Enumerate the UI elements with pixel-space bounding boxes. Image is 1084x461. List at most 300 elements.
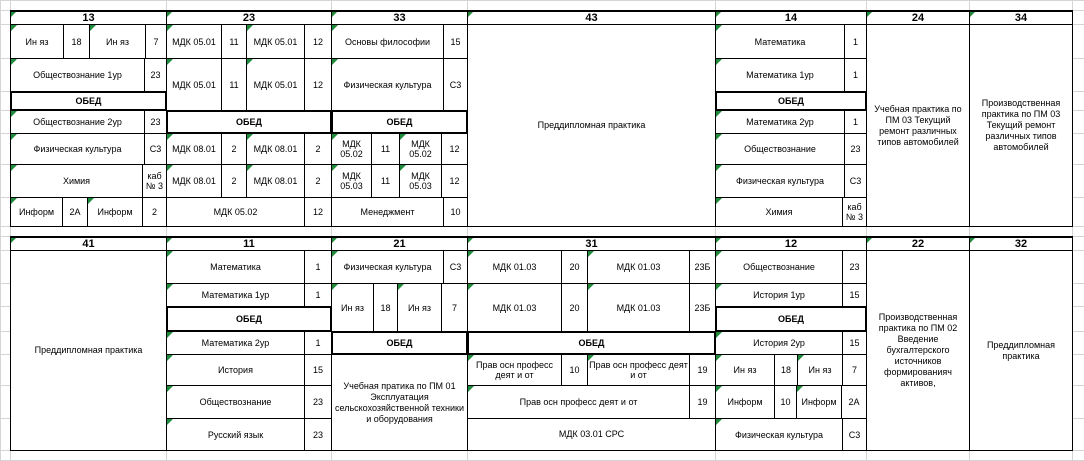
g31-r2-a-room-text: 20 bbox=[569, 302, 580, 313]
g21-practice[interactable] bbox=[332, 355, 467, 450]
border-line bbox=[797, 354, 798, 386]
g12-r4-a[interactable] bbox=[716, 355, 774, 385]
border-line bbox=[715, 250, 867, 251]
g31-r1-b[interactable] bbox=[588, 251, 689, 283]
g23-r1-a-text: МДК 05.01 bbox=[172, 36, 216, 47]
border-line bbox=[166, 226, 332, 227]
border-line bbox=[443, 197, 444, 227]
g23-r6-room[interactable] bbox=[305, 198, 331, 226]
g23-r6[interactable] bbox=[167, 198, 304, 226]
border-line bbox=[467, 418, 468, 451]
group-header-13[interactable] bbox=[11, 11, 166, 24]
g11-r1-room[interactable] bbox=[305, 251, 331, 283]
comment-marker-icon bbox=[716, 386, 722, 392]
border-line bbox=[715, 58, 716, 92]
comment-marker-icon bbox=[167, 355, 173, 361]
g21-r2-a[interactable] bbox=[332, 284, 373, 331]
g31-r4-b-room-text: 19 bbox=[697, 365, 708, 375]
g33-r5-a[interactable] bbox=[332, 165, 371, 197]
g13-obsh2-room-text: 23 bbox=[150, 117, 161, 127]
g11-r3-room[interactable] bbox=[305, 332, 331, 354]
group-header-11[interactable] bbox=[167, 237, 331, 250]
comment-marker-icon bbox=[716, 165, 722, 171]
border-line bbox=[715, 418, 716, 451]
group-header-34[interactable] bbox=[970, 11, 1072, 24]
g33-r1-room-text: 15 bbox=[450, 36, 461, 47]
g13-obsh2-text: Обществознание 2ур bbox=[33, 117, 122, 127]
g13-inform-b-room-text: 2 bbox=[151, 207, 157, 217]
g12-r5-a-room-text: 10 bbox=[780, 397, 791, 407]
g23-r4-a-room[interactable] bbox=[222, 134, 246, 164]
g13-obsh1[interactable] bbox=[11, 59, 144, 91]
group-header-13-text: 13 bbox=[82, 11, 95, 24]
g23-r5-b-room[interactable] bbox=[305, 165, 331, 197]
g14-r2[interactable] bbox=[716, 59, 844, 91]
border-line bbox=[844, 58, 845, 92]
g21-r2-a-text: Ин яз bbox=[341, 302, 364, 313]
border-line bbox=[62, 197, 63, 227]
g21-r2-b-room[interactable] bbox=[442, 284, 467, 331]
g12-r2-room[interactable] bbox=[843, 284, 866, 306]
g13-him[interactable] bbox=[11, 165, 142, 197]
g31-r4-b[interactable] bbox=[588, 355, 689, 385]
g12-r4-a-room[interactable] bbox=[775, 355, 797, 385]
g34-practice[interactable] bbox=[970, 25, 1072, 226]
g12-r2[interactable] bbox=[716, 284, 842, 306]
g33-r4-b-room[interactable] bbox=[442, 134, 467, 164]
g31-r2-a[interactable] bbox=[468, 284, 561, 331]
g31-r6[interactable] bbox=[468, 419, 715, 450]
g14-r1[interactable] bbox=[716, 25, 844, 58]
g24-practice[interactable] bbox=[867, 25, 969, 226]
border-line bbox=[166, 283, 332, 284]
g22-practice-text: Производственная практика по ПМ 02 Введение бухгалтерского источников формированияч активов, bbox=[878, 312, 958, 388]
border-line bbox=[10, 197, 167, 198]
g31-r1-a-room-text: 20 bbox=[569, 262, 580, 272]
group-header-41[interactable] bbox=[11, 237, 166, 250]
g13-inyaz-b-room[interactable] bbox=[146, 25, 166, 58]
group-header-24[interactable] bbox=[867, 11, 969, 24]
border-line bbox=[166, 250, 167, 284]
comment-marker-icon bbox=[716, 251, 722, 257]
border-line bbox=[467, 385, 716, 386]
g23-r2-a-room[interactable] bbox=[222, 59, 246, 110]
g13-obsh2[interactable] bbox=[11, 111, 144, 133]
border-line bbox=[373, 283, 374, 332]
border-line bbox=[304, 250, 305, 284]
border-line bbox=[166, 24, 332, 25]
group-header-21[interactable] bbox=[332, 237, 467, 250]
g23-r1-a[interactable] bbox=[167, 25, 221, 58]
g33-r4-a-room-text: 11 bbox=[380, 144, 391, 154]
g33-r2-room[interactable] bbox=[444, 59, 467, 110]
g14-r5[interactable] bbox=[716, 165, 844, 197]
g23-r2-b[interactable] bbox=[247, 59, 304, 110]
border-line bbox=[715, 197, 867, 198]
g23-r5-a[interactable] bbox=[167, 165, 221, 197]
g33-obed-text: ОБЕД bbox=[386, 117, 413, 127]
comment-marker-icon bbox=[716, 198, 722, 204]
g11-r2-room[interactable] bbox=[305, 284, 331, 306]
g13-fiz[interactable] bbox=[11, 134, 144, 164]
border-line bbox=[467, 283, 716, 284]
g33-r6-text: Менеджмент bbox=[360, 207, 415, 217]
border-line bbox=[331, 164, 332, 198]
g31-r1-a[interactable] bbox=[468, 251, 561, 283]
g33-r5-a-room-text: 11 bbox=[380, 176, 391, 186]
g12-r3-text: История 2ур bbox=[753, 338, 805, 348]
g13-fiz-room-text: С3 bbox=[149, 144, 162, 154]
g23-r4-b[interactable] bbox=[247, 134, 304, 164]
comment-marker-icon bbox=[167, 386, 173, 392]
border-line bbox=[844, 133, 845, 165]
border-line bbox=[166, 354, 332, 355]
border-line bbox=[397, 283, 398, 332]
g31-r2-a-room[interactable] bbox=[562, 284, 587, 331]
g23-r2-a-room-text: 11 bbox=[229, 79, 239, 90]
g14-r6-room[interactable] bbox=[843, 198, 866, 226]
border-line bbox=[715, 164, 716, 198]
g23-r5-a-room[interactable] bbox=[222, 165, 246, 197]
comment-marker-icon bbox=[11, 165, 17, 171]
border-line bbox=[10, 11, 1073, 12]
comment-marker-icon bbox=[716, 419, 722, 425]
g12-r2-room-text: 15 bbox=[849, 290, 860, 300]
border-line bbox=[10, 250, 167, 251]
g33-r4-b[interactable] bbox=[400, 134, 441, 164]
g14-r4[interactable] bbox=[716, 134, 844, 164]
g13-inyaz-a[interactable] bbox=[11, 25, 63, 58]
border-line bbox=[866, 450, 970, 451]
border-line bbox=[166, 197, 167, 227]
g11-r5[interactable] bbox=[167, 386, 304, 418]
g12-obed-text: ОБЕД bbox=[778, 314, 804, 324]
comment-marker-icon bbox=[716, 25, 722, 31]
border-line bbox=[10, 250, 11, 451]
border-line bbox=[689, 250, 690, 284]
border-line bbox=[866, 250, 867, 451]
g33-r5-b-room[interactable] bbox=[442, 165, 467, 197]
border-line bbox=[166, 24, 167, 59]
g33-r5-a-room[interactable] bbox=[372, 165, 399, 197]
g12-r4-b-text: Ин яз bbox=[808, 365, 832, 375]
g11-r4[interactable] bbox=[167, 355, 304, 385]
border-line bbox=[331, 250, 468, 251]
comment-marker-icon bbox=[716, 59, 722, 65]
border-line bbox=[715, 418, 867, 419]
group-header-43[interactable] bbox=[468, 11, 715, 24]
g11-r2[interactable] bbox=[167, 284, 304, 306]
comment-marker-icon bbox=[167, 25, 173, 31]
border-line bbox=[774, 385, 775, 419]
border-line bbox=[1072, 236, 1073, 251]
g23-r5-b[interactable] bbox=[247, 165, 304, 197]
g14-r4-room[interactable] bbox=[845, 134, 866, 164]
comment-marker-icon bbox=[716, 284, 722, 290]
g33-r1[interactable] bbox=[332, 25, 443, 58]
g33-r6-room[interactable] bbox=[444, 198, 467, 226]
comment-marker-icon bbox=[167, 419, 173, 425]
comment-marker-icon bbox=[11, 198, 17, 204]
g12-r1[interactable] bbox=[716, 251, 842, 283]
g21-r1[interactable] bbox=[332, 251, 443, 283]
g13-obsh1-room[interactable] bbox=[145, 59, 166, 91]
border-line bbox=[89, 24, 90, 59]
g12-r5-a[interactable] bbox=[716, 386, 774, 418]
border-line bbox=[561, 354, 562, 386]
g12-r4-b-room[interactable] bbox=[843, 355, 866, 385]
comment-marker-icon bbox=[90, 25, 96, 31]
g33-r4-a[interactable] bbox=[332, 134, 371, 164]
g11-r6-text: Русский язык bbox=[207, 429, 264, 440]
group-header-31[interactable] bbox=[468, 237, 715, 250]
g33-r4-a-room[interactable] bbox=[372, 134, 399, 164]
g23-r5-a-room-text: 2 bbox=[231, 176, 237, 186]
group-header-32[interactable] bbox=[970, 237, 1072, 250]
g23-r1-a-room[interactable] bbox=[222, 25, 246, 58]
border-line bbox=[246, 164, 247, 198]
g11-r5-room-text: 23 bbox=[312, 397, 323, 407]
g23-r2-b-text: МДК 05.01 bbox=[253, 79, 298, 90]
g11-r1[interactable] bbox=[167, 251, 304, 283]
g13-inyaz-a-room[interactable] bbox=[64, 25, 89, 58]
g14-r3-room[interactable] bbox=[845, 111, 866, 133]
g11-r3[interactable] bbox=[167, 332, 304, 354]
g33-r6[interactable] bbox=[332, 198, 443, 226]
border-line bbox=[467, 385, 468, 419]
g13-obsh2-room[interactable] bbox=[145, 111, 166, 133]
g13-inform-a-room[interactable] bbox=[63, 198, 87, 226]
border-line bbox=[304, 133, 305, 165]
border-line bbox=[166, 10, 167, 25]
comment-marker-icon bbox=[167, 134, 173, 140]
g21-r1-room[interactable] bbox=[444, 251, 467, 283]
g23-r1-b[interactable] bbox=[247, 25, 304, 58]
g14-r6[interactable] bbox=[716, 198, 842, 226]
g11-r6[interactable] bbox=[167, 419, 304, 450]
border-line bbox=[715, 283, 867, 284]
g31-r1-b-room-text: 23Б bbox=[694, 262, 711, 272]
g14-r2-room-text: 1 bbox=[852, 70, 858, 80]
g33-r6-room-text: 10 bbox=[450, 207, 461, 217]
g33-r1-room[interactable] bbox=[444, 25, 467, 58]
g33-r5-b-text: МДК 05.03 bbox=[409, 171, 432, 191]
g23-r4-a-text: МДК 08.01 bbox=[172, 144, 216, 154]
g31-r1-b-room[interactable] bbox=[690, 251, 715, 283]
g21-r1-text: Физическая культура bbox=[343, 262, 432, 272]
g31-r5-room[interactable] bbox=[690, 386, 715, 418]
g31-r1-b-text: МДК 01.03 bbox=[616, 262, 661, 272]
border-line bbox=[561, 250, 562, 284]
comment-marker-icon bbox=[247, 25, 253, 31]
border-line bbox=[331, 58, 332, 111]
comment-marker-icon bbox=[468, 251, 474, 257]
g13-obed-text: ОБЕД bbox=[75, 96, 102, 106]
g13-fiz-room[interactable] bbox=[145, 134, 166, 164]
border-line bbox=[969, 24, 1073, 25]
g14-r2-room[interactable] bbox=[845, 59, 866, 91]
g11-r3-room-text: 1 bbox=[315, 338, 321, 348]
border-line bbox=[467, 24, 468, 227]
g12-r1-room[interactable] bbox=[843, 251, 866, 283]
border-line bbox=[371, 133, 372, 165]
border-line bbox=[331, 197, 468, 198]
border-line bbox=[467, 24, 716, 25]
comment-marker-icon bbox=[588, 355, 594, 361]
border-line bbox=[715, 226, 867, 227]
border-line bbox=[331, 283, 332, 332]
border-line bbox=[866, 24, 867, 227]
g33-r5-a-text: МДК 05.03 bbox=[340, 171, 363, 191]
g14-r3[interactable] bbox=[716, 111, 844, 133]
g31-r4-b-room[interactable] bbox=[690, 355, 715, 385]
border-line bbox=[689, 354, 690, 386]
g12-r3-room[interactable] bbox=[843, 332, 866, 354]
g23-r2-b-room[interactable] bbox=[305, 59, 331, 110]
border-line bbox=[371, 164, 372, 198]
g23-r6-text: МДК 05.02 bbox=[213, 207, 258, 217]
border-line bbox=[467, 418, 716, 419]
g31-r1-a-room[interactable] bbox=[562, 251, 587, 283]
comment-marker-icon bbox=[400, 165, 406, 171]
border-line bbox=[145, 24, 146, 59]
g12-r5-a-room[interactable] bbox=[775, 386, 796, 418]
g21-r2-b[interactable] bbox=[398, 284, 441, 331]
comment-marker-icon bbox=[167, 165, 173, 171]
g13-obsh1-room-text: 23 bbox=[150, 70, 161, 80]
g31-r4-a-room[interactable] bbox=[562, 355, 587, 385]
group-header-22-text: 22 bbox=[911, 237, 925, 250]
group-header-33[interactable] bbox=[332, 11, 467, 24]
g12-r3[interactable] bbox=[716, 332, 842, 354]
border-line bbox=[10, 110, 11, 134]
g11-obed-text: ОБЕД bbox=[236, 314, 262, 324]
border-line bbox=[10, 10, 11, 25]
g23-r2-a[interactable] bbox=[167, 59, 221, 110]
comment-marker-icon bbox=[167, 251, 173, 257]
border-line bbox=[715, 331, 716, 355]
g41-practice-text: Преддипломная практика bbox=[34, 345, 143, 355]
border-line bbox=[969, 236, 970, 251]
g12-r6[interactable] bbox=[716, 419, 842, 450]
group-header-12-text: 12 bbox=[784, 237, 798, 250]
border-line bbox=[221, 58, 222, 111]
g32-practice[interactable] bbox=[970, 251, 1072, 450]
border-line bbox=[221, 24, 222, 59]
border-line bbox=[443, 250, 444, 284]
g23-r4-b-room-text: 2 bbox=[315, 144, 321, 154]
g11-r4-text: История bbox=[218, 365, 253, 375]
group-header-41-text: 41 bbox=[82, 237, 95, 250]
border-line bbox=[166, 250, 332, 251]
g33-r2-room-text: С3 bbox=[449, 79, 462, 90]
comment-marker-icon bbox=[88, 198, 94, 204]
g12-r4-b-room-text: 7 bbox=[851, 365, 857, 375]
g13-him-room[interactable] bbox=[143, 165, 166, 197]
border-line bbox=[587, 283, 588, 332]
g11-r4-room[interactable] bbox=[305, 355, 331, 385]
group-header-22[interactable] bbox=[867, 237, 969, 250]
border-line bbox=[304, 354, 305, 386]
border-line bbox=[166, 164, 167, 198]
border-line bbox=[331, 24, 468, 25]
g13-inform-b-text: Информ bbox=[97, 207, 133, 217]
g43-practice[interactable] bbox=[468, 25, 715, 226]
g13-inform-b[interactable] bbox=[88, 198, 142, 226]
g12-r4-b[interactable] bbox=[798, 355, 842, 385]
border-line bbox=[166, 450, 332, 451]
g13-inyaz-b[interactable] bbox=[90, 25, 145, 58]
g11-r1-text: Математика bbox=[210, 262, 261, 272]
comment-marker-icon bbox=[11, 134, 17, 140]
g33-r5-b[interactable] bbox=[400, 165, 441, 197]
comment-marker-icon bbox=[332, 165, 338, 171]
group-header-23[interactable] bbox=[167, 11, 331, 24]
g12-r5-b-room[interactable] bbox=[842, 386, 866, 418]
g14-r5-room[interactable] bbox=[845, 165, 866, 197]
comment-marker-icon bbox=[588, 284, 594, 290]
border-line bbox=[166, 418, 332, 419]
g14-r6-text: Химия bbox=[765, 207, 793, 217]
g41-practice[interactable] bbox=[11, 251, 166, 450]
border-line bbox=[246, 58, 247, 111]
group-header-12[interactable] bbox=[716, 237, 866, 250]
grid-line bbox=[0, 0, 1084, 1]
g31-r5[interactable] bbox=[468, 386, 689, 418]
g21-r2-a-room-text: 18 bbox=[380, 302, 391, 313]
g21-r2-a-room[interactable] bbox=[374, 284, 397, 331]
border-line bbox=[10, 197, 11, 227]
g12-r6-room[interactable] bbox=[843, 419, 866, 450]
g22-practice[interactable] bbox=[867, 251, 969, 450]
g13-inform-b-room[interactable] bbox=[143, 198, 166, 226]
g31-r5-room-text: 19 bbox=[697, 397, 708, 407]
g23-r4-a[interactable] bbox=[167, 134, 221, 164]
g23-r1-b-room[interactable] bbox=[305, 25, 331, 58]
g34-practice-text: Производственная практика по ПМ 03 Текущий ремонт различных типов автомобилей bbox=[981, 98, 1061, 152]
g33-r2[interactable] bbox=[332, 59, 443, 110]
g13-inform-a[interactable] bbox=[11, 198, 62, 226]
g14-r2-text: Математика 1ур bbox=[746, 70, 814, 80]
group-header-32-text: 32 bbox=[1014, 237, 1028, 250]
border-line bbox=[331, 133, 332, 165]
border-line bbox=[166, 283, 167, 307]
g11-r6-room[interactable] bbox=[305, 419, 331, 450]
group-header-14[interactable] bbox=[716, 11, 866, 24]
g23-r5-b-text: МДК 08.01 bbox=[253, 176, 298, 186]
g11-r5-room[interactable] bbox=[305, 386, 331, 418]
g31-r2-b-room[interactable] bbox=[690, 284, 715, 331]
border-line bbox=[304, 418, 305, 451]
g23-r4-b-room[interactable] bbox=[305, 134, 331, 164]
g14-r1-room[interactable] bbox=[845, 25, 866, 58]
border-line bbox=[715, 110, 716, 134]
g12-r5-b[interactable] bbox=[797, 386, 841, 418]
grid-line bbox=[0, 0, 1, 460]
g31-r2-b[interactable] bbox=[588, 284, 689, 331]
g12-r6-room-text: С3 bbox=[848, 429, 861, 440]
g13-inyaz-b-room-text: 7 bbox=[153, 36, 159, 47]
g31-r4-a[interactable] bbox=[468, 355, 561, 385]
g12-r4-a-room-text: 18 bbox=[780, 365, 791, 375]
g14-r1-text: Математика bbox=[754, 36, 806, 47]
border-line bbox=[1072, 250, 1073, 451]
g11-r1-room-text: 1 bbox=[315, 262, 321, 272]
g24-practice-text: Учебная практика по ПМ 03 Текущий ремонт различных типов автомобилей bbox=[874, 103, 962, 147]
g13-inyaz-a-room-text: 18 bbox=[71, 36, 82, 47]
border-line bbox=[715, 197, 716, 227]
g31-r4-a-text: Прав осн професс деят и от bbox=[475, 360, 554, 380]
